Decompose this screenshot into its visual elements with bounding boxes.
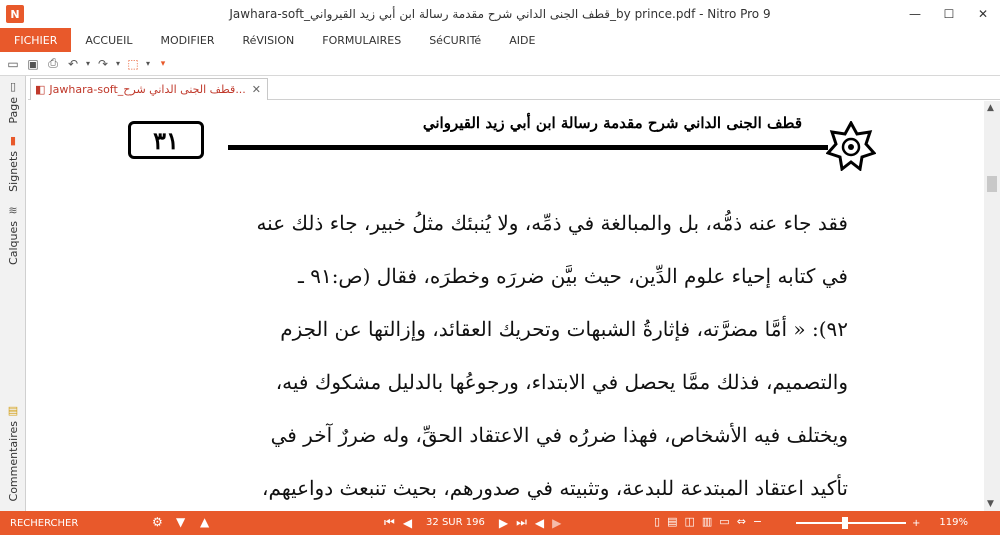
page-header	[128, 111, 888, 191]
window-title: Jawhara-soft_قطف الجنى الداني شرح مقدمة رسالة ابن أبي زيد القيرواني_by prince.pdf - Nitro Pro 9	[229, 7, 771, 21]
next-view-icon[interactable]: ▶	[552, 515, 562, 530]
page-control[interactable]: 32 SUR 196	[426, 517, 485, 528]
previous-page-icon[interactable]: ◀	[402, 515, 413, 530]
close-tab-icon[interactable]: ✕	[251, 83, 261, 96]
previous-view-icon[interactable]: ◀	[534, 515, 545, 530]
header-title: قطف الجنى الداني شرح مقدمة رسالة ابن أبي زيد القيرواني	[422, 114, 802, 132]
page-navigation	[384, 515, 561, 530]
zoom-out-icon[interactable]: −	[752, 515, 763, 528]
page-icon: ▯	[9, 80, 17, 93]
fit-width-icon[interactable]: ⇔	[736, 515, 746, 528]
tab-fichier[interactable]: FICHIER	[0, 28, 71, 52]
sidebar-label-signets: Signets	[6, 151, 20, 192]
last-page-icon[interactable]: ⏭	[516, 515, 527, 529]
customize-toolbar-icon[interactable]: ▾	[160, 58, 166, 69]
document-tab[interactable]	[30, 78, 268, 100]
text-line: والتصميم، فذلك ممَّا يحصل في الابتداء، ورجوعُها بالدليل مشكوك فيه،	[275, 370, 848, 394]
first-page-icon[interactable]: ⏮	[384, 515, 395, 529]
tab-aide[interactable]: AIDE	[509, 33, 536, 47]
sidebar-item-commentaires[interactable]	[3, 404, 23, 501]
tab-modifier[interactable]: MODIFIER	[160, 33, 215, 47]
continuous-view-icon[interactable]: ▤	[667, 515, 678, 528]
facing-continuous-view-icon[interactable]: ▥	[701, 515, 713, 528]
sidebar-label-calques: Calques	[6, 221, 20, 265]
single-page-view-icon[interactable]: ▯	[654, 515, 661, 528]
zoom-in-icon[interactable]: +	[912, 517, 921, 529]
document-tabs	[28, 78, 1000, 100]
arrow-down-icon[interactable]: ▼	[176, 515, 186, 529]
text-line: تأكيد اعتقاد المبتدعة للبدعة، وتثبيته في صدورهم، بحيث تنبعث دواعيهم،	[262, 476, 848, 500]
print-icon[interactable]: ⎙	[48, 56, 58, 70]
nitro-app-icon[interactable]: N	[6, 5, 24, 23]
tab-securite[interactable]: SéCURITé	[429, 33, 482, 47]
select-tool-icon[interactable]: ⬚	[127, 56, 139, 71]
document-tab-label: Jawhara-soft_قطف الجنى الداني شرح...	[49, 83, 246, 96]
sidebar-label-page: Page	[6, 97, 20, 124]
save-icon[interactable]: ▣	[27, 56, 39, 71]
header-rule	[228, 145, 828, 150]
text-line: فقد جاء عنه ذمُّه، بل والمبالغة في ذمِّه، ولا يُنبئك مثلُ خبير، جاء ذلك عنه	[256, 211, 848, 235]
sidebar-item-page[interactable]	[3, 80, 23, 124]
comment-icon: ▤	[7, 404, 19, 417]
zoom-slider[interactable]	[796, 511, 920, 535]
scroll-down-icon[interactable]: ▼	[987, 499, 994, 509]
text-line: في كتابه إحياء علوم الدِّين، حيث بيَّن ضررَه وخطرَه، فقال (ص:٩١ ـ	[297, 264, 848, 288]
scroll-up-icon[interactable]: ▲	[987, 103, 994, 113]
ribbon-tabs	[0, 28, 1000, 52]
text-line: ويختلف فيه الأشخاص، فهذا ضررُه في الاعتقاد الحقِّ، وله ضررٌ آخر في	[270, 423, 848, 447]
zoom-level[interactable]: 119%	[939, 517, 968, 528]
document-view[interactable]	[28, 101, 984, 511]
scrollbar-thumb[interactable]	[987, 176, 997, 192]
zoom-slider-track[interactable]	[796, 522, 906, 524]
facing-view-icon[interactable]: ◫	[684, 515, 695, 528]
settings-gear-icon[interactable]: ⚙	[152, 515, 163, 529]
sidebar-label-commentaires: Commentaires	[6, 421, 20, 502]
tab-revision[interactable]: RéVISION	[242, 33, 295, 47]
zoom-slider-knob[interactable]	[842, 517, 848, 529]
tab-formulaires[interactable]: FORMULAIRES	[322, 33, 402, 47]
text-line: ٩٢): « أمَّا مضرَّته، فإثارةُ الشبهات وتحريك العقائد، وإزالتها عن الجزم	[280, 317, 848, 341]
redo-dropdown-icon[interactable]: ▾	[115, 59, 120, 68]
arrow-up-icon[interactable]: ▲	[200, 515, 210, 529]
pdf-file-icon: ◧	[35, 83, 46, 96]
sidebar-item-signets[interactable]	[3, 134, 23, 192]
sidebar-item-calques[interactable]	[3, 204, 23, 265]
title-bar	[0, 0, 1000, 28]
maximize-button[interactable]: ☐	[943, 7, 955, 21]
open-folder-icon[interactable]: ▭	[7, 56, 19, 71]
page-number-box: ٣١	[128, 121, 204, 159]
minimize-button[interactable]: —	[909, 7, 921, 21]
star-ornament-icon	[826, 121, 876, 171]
bookmark-icon: ▮	[9, 134, 17, 147]
close-window-button[interactable]: ✕	[977, 7, 989, 21]
left-panel-sidebar	[0, 76, 26, 511]
search-label[interactable]: RECHERCHER	[10, 517, 79, 529]
tab-accueil[interactable]: ACCUEIL	[85, 33, 133, 47]
select-dropdown-icon[interactable]: ▾	[145, 59, 150, 68]
layers-icon: ≋	[8, 204, 18, 217]
page-body-text	[128, 197, 848, 511]
fit-page-icon[interactable]: ▭	[719, 515, 730, 528]
undo-dropdown-icon[interactable]: ▾	[85, 59, 90, 68]
view-mode-buttons	[654, 515, 762, 528]
undo-icon[interactable]: ↶	[67, 56, 79, 71]
vertical-scrollbar[interactable]	[984, 101, 1000, 511]
status-bar	[0, 511, 1000, 535]
next-page-icon[interactable]: ▶	[498, 515, 509, 530]
quick-access-toolbar	[0, 52, 1000, 76]
redo-icon[interactable]: ↷	[97, 56, 109, 71]
